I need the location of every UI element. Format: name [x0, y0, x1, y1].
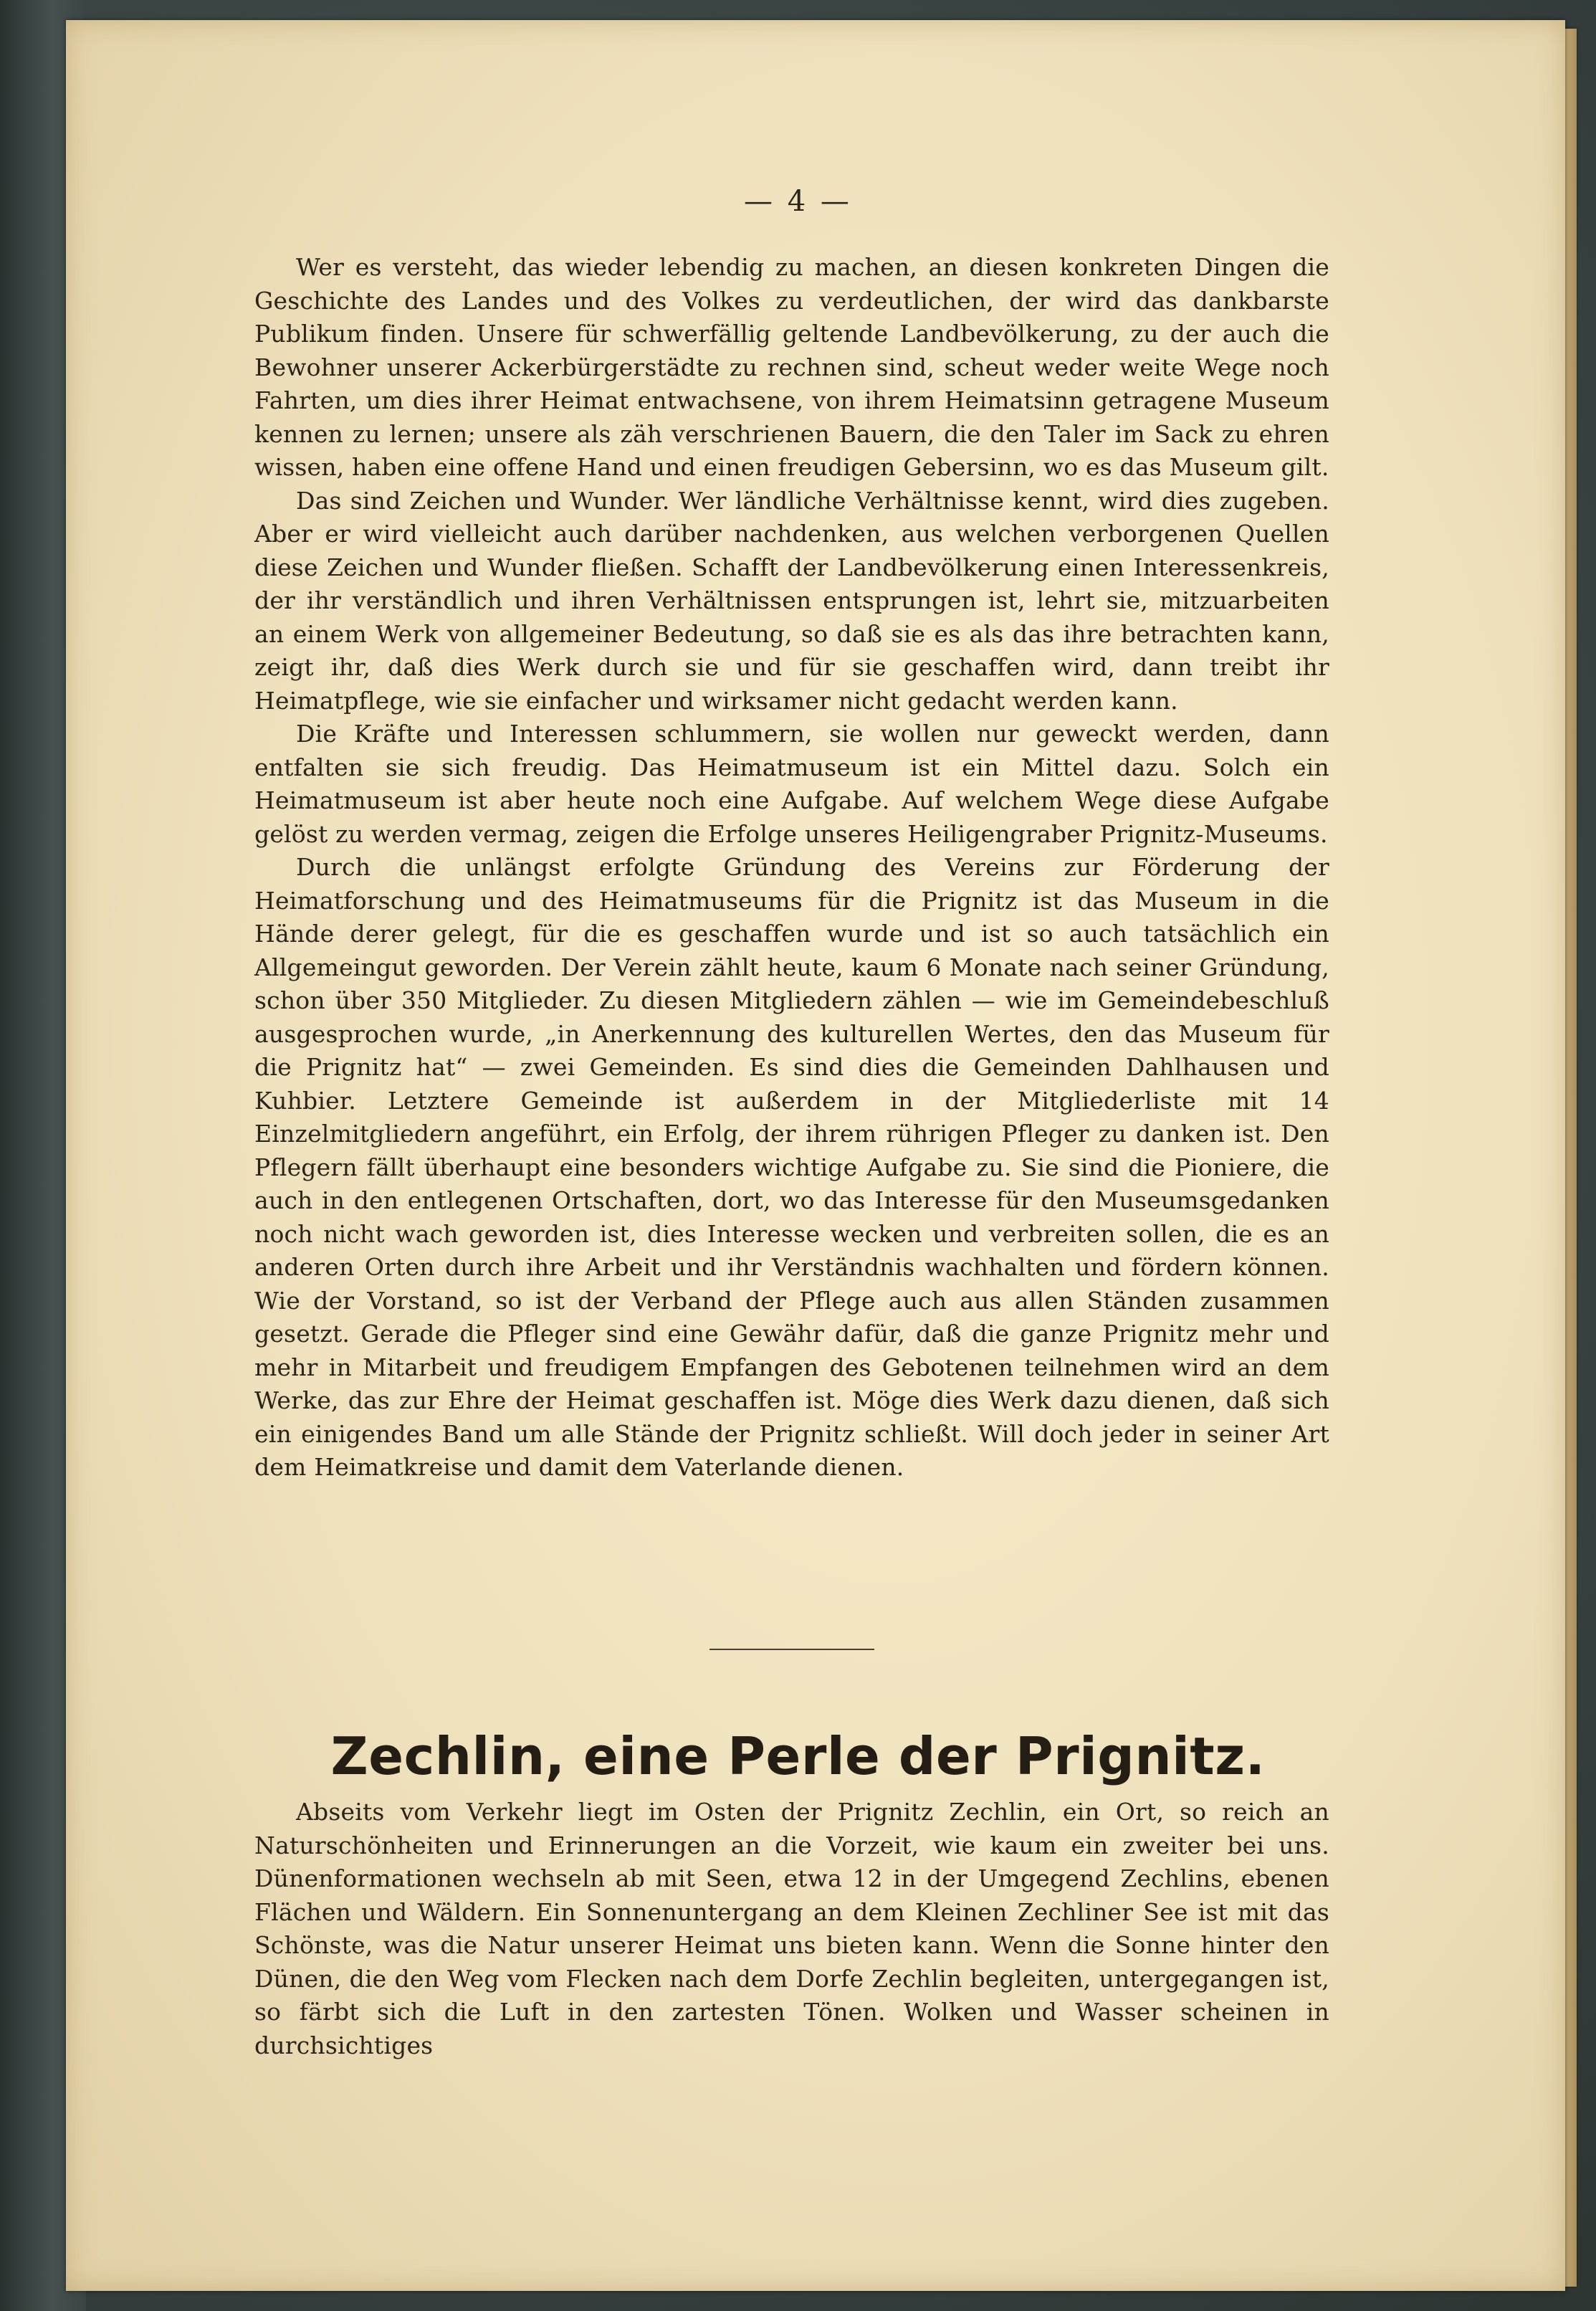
article-text — [254, 1796, 1329, 2062]
paragraph: Die Kräfte und Interessen schlummern, sie wollen nur geweckt werden, dann entfalten sie sich freudig. Das Heimatmuseum ist ein Mittel dazu. Solch ein Heimatmuseum ist aber heute noch eine Aufgabe. Auf welchem Wege diese Aufgabe gelöst zu werden vermag, zeigen die Erfolge unseres Heiligengraber Prignitz-Museums. — [254, 720, 1329, 848]
paragraph: Durch die unlängst erfolgte Gründung des Vereins zur Förderung der Heimatforschung und des Heimatmuseums für die Prignitz ist das Museum in die Hände derer gelegt, für die es geschaffen wurde und ist so auch tatsächlich ein Allgemeingut geworden. Der Verein zählt heute, kaum 6 Monate nach seiner Gründung, schon über 350 Mitglieder. Zu diesen Mitgliedern zählen — wie im Gemeindebeschluß ausgesprochen wurde, „in Anerkennung des kulturellen Wertes, den das Museum für die Prignitz hat“ — zwei Gemeinden. Es sind dies die Gemeinden Dahlhausen und Kuhbier. Letztere Gemeinde ist außerdem in der Mitgliederliste mit 14 Einzelmitgliedern angeführt, ein Erfolg, der ihrem rührigen Pfleger zu danken ist. Den Pflegern fällt überhaupt eine besonders wichtige Aufgabe zu. Sie sind die Pioniere, die auch in den entlegenen Ortschaften, dort, wo das Interesse für den Museumsgedanken noch nicht wach geworden ist, dies Interesse wecken und verbreiten sollen, die es an anderen Orten durch ihre Arbeit und ihr Verständnis wachhalten und fördern können. Wie der Vorstand, so ist der Verband der Pflege auch aus allen Ständen zusammen gesetzt. Gerade die Pfleger sind eine Gewähr dafür, daß die ganze Prignitz mehr und mehr in Mitarbeit und freudigem Empfangen des Gebotenen teilnehmen wird an dem Werke, das zur Ehre der Heimat geschaffen ist. Möge dies Werk dazu dienen, daß sich ein einigendes Band um alle Stände der Prignitz schließt. Will doch jeder in seiner Art dem Heimatkreise und damit dem Vaterlande dienen. — [254, 853, 1329, 1481]
paragraph: Das sind Zeichen und Wunder. Wer ländliche Verhältnisse kennt, wird dies zugeben. Aber er wird vielleicht auch darüber nachdenken, aus welchen verborgenen Quellen diese Zeichen und Wunder fließen. Schafft der Landbevölkerung einen Interessenkreis, der ihr verständlich und ihren Verhältnissen entsprungen ist, lehrt sie, mitzuarbeiten an einem Werk von allgemeiner Bedeutung, so daß sie es als das ihre betrachten kann, zeigt ihr, daß dies Werk durch sie und für sie geschaffen wird, dann treibt ihr Heimatpflege, wie sie einfacher und wirksamer nicht gedacht werden kann. — [254, 486, 1329, 715]
page-number: — 4 — — [744, 185, 852, 218]
paragraph: Abseits vom Verkehr liegt im Osten der Prignitz Zechlin, ein Ort, so reich an Naturschönheiten und Erinnerungen an die Vorzeit, wie kaum ein zweiter bei uns. Dünenformationen wechseln ab mit Seen, etwa 12 in der Umgegend Zechlins, ebenen Flächen und Wäldern. Ein Sonnenuntergang an dem Kleinen Zechliner See ist mit das Schönste, was die Natur unserer Heimat uns bieten kann. Wenn die Sonne hinter den Dünen, die den Weg vom Flecken nach dem Dorfe Zechlin begleiten, untergegangen ist, so färbt sich die Luft in den zartesten Tönen. Wolken und Wasser scheinen in durchsichtiges — [254, 1798, 1329, 2059]
main-text — [254, 251, 1329, 1485]
article-title: Zechlin, eine Perle der Prignitz. — [330, 1726, 1266, 1786]
section-divider — [709, 1649, 874, 1650]
paragraph: Wer es versteht, das wieder lebendig zu machen, an diesen konkreten Dingen die Geschichte des Landes und des Volkes zu verdeutlichen, der wird das dankbarste Publikum finden. Unsere für schwerfällig geltende Landbevölkerung, zu der auch die Bewohner unserer Ackerbürgerstädte zu rechnen sind, scheut weder weite Wege noch Fahrten, um dies ihrer Heimat entwachsene, von ihrem Heimatsinn getragene Museum kennen zu lernen; unsere als zäh verschrienen Bauern, die den Taler im Sack zu ehren wissen, haben eine offene Hand und einen freudigen Gebersinn, wo es das Museum gilt. — [254, 253, 1329, 481]
